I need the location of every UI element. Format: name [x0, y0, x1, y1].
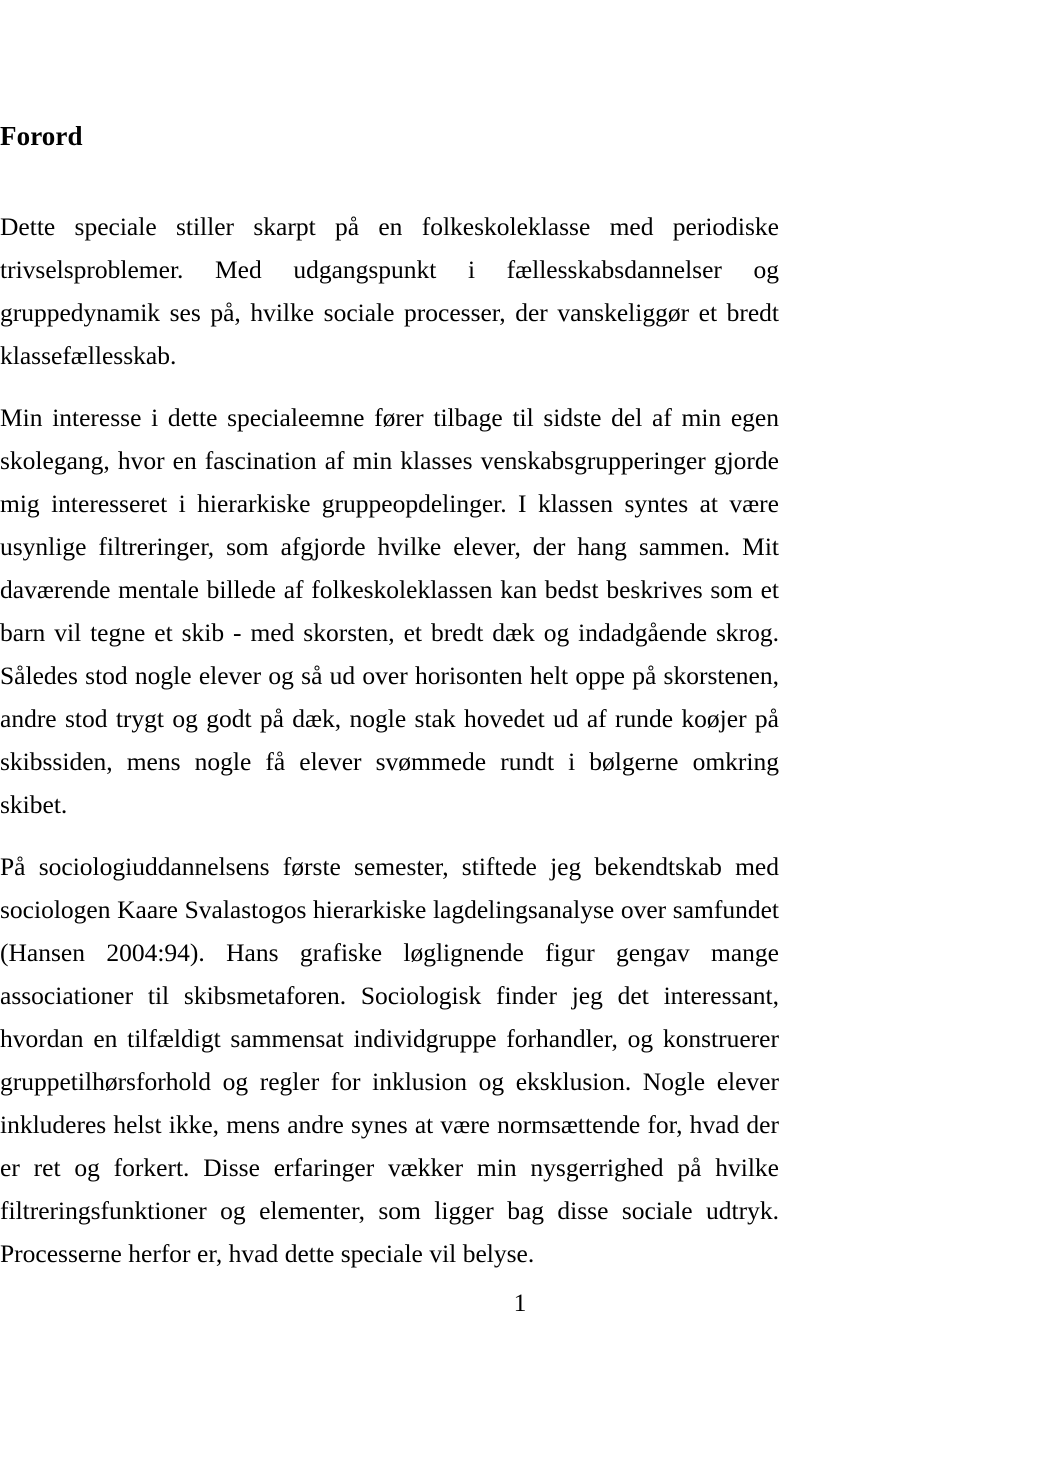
- page-number: 1: [513, 1288, 527, 1317]
- paragraph: Min interesse i dette specialeemne fører tilbage til sidste del af min egen skolegang, hvor en fascination af min klasses venskabsgrupperinger gjorde mig interesseret i hierarkiske gruppeopdelinger. I klassen syntes at være usynlige filtreringer, som afgjorde hvilke elever, der hang sammen. Mit daværende mentale billede af folkeskoleklassen kan bedst beskrives som et barn vil tegne et skib - med skorsten, et bredt dæk og indadgående skrog. Således stod nogle elever og så ud over horisonten helt oppe på skorstenen, andre stod trygt og godt på dæk, nogle stak hovedet ud af runde koøjer på skibssiden, mens nogle få elever svømmede rundt i bølgerne omkring skibet.: [0, 403, 779, 819]
- paragraph: På sociologiuddannelsens første semester, stiftede jeg bekendtskab med sociologen Kaare Svalastogos hierarkiske lagdelingsanalyse over samfundet (Hansen 2004:94). Hans grafiske løglignende figur gengav mange associationer til skibsmetaforen. Sociologisk finder jeg det interessant, hvordan en tilfældigt sammensat individgruppe forhandler, og konstruerer gruppetilhørsforhold og regler for inklusion og eksklusion. Nogle elever inkluderes helst ikke, mens andre synes at være normsættende for, hvad der er ret og forkert. Disse erfaringer vækker min nysgerrighed på hvilke filtreringsfunktioner og elementer, som ligger bag disse sociale udtryk. Processerne herfor er, hvad dette speciale vil belyse.: [0, 852, 779, 1268]
- document-body: [0, 205, 779, 1275]
- paragraph: Dette speciale stiller skarpt på en folkeskoleklasse med periodiske trivselsproblemer. Med udgangspunkt i fællesskabsdannelser og gruppedynamik ses på, hvilke sociale processer, der vanskeliggør et bredt klassefællesskab.: [0, 212, 779, 370]
- page-title: Forord: [0, 121, 83, 151]
